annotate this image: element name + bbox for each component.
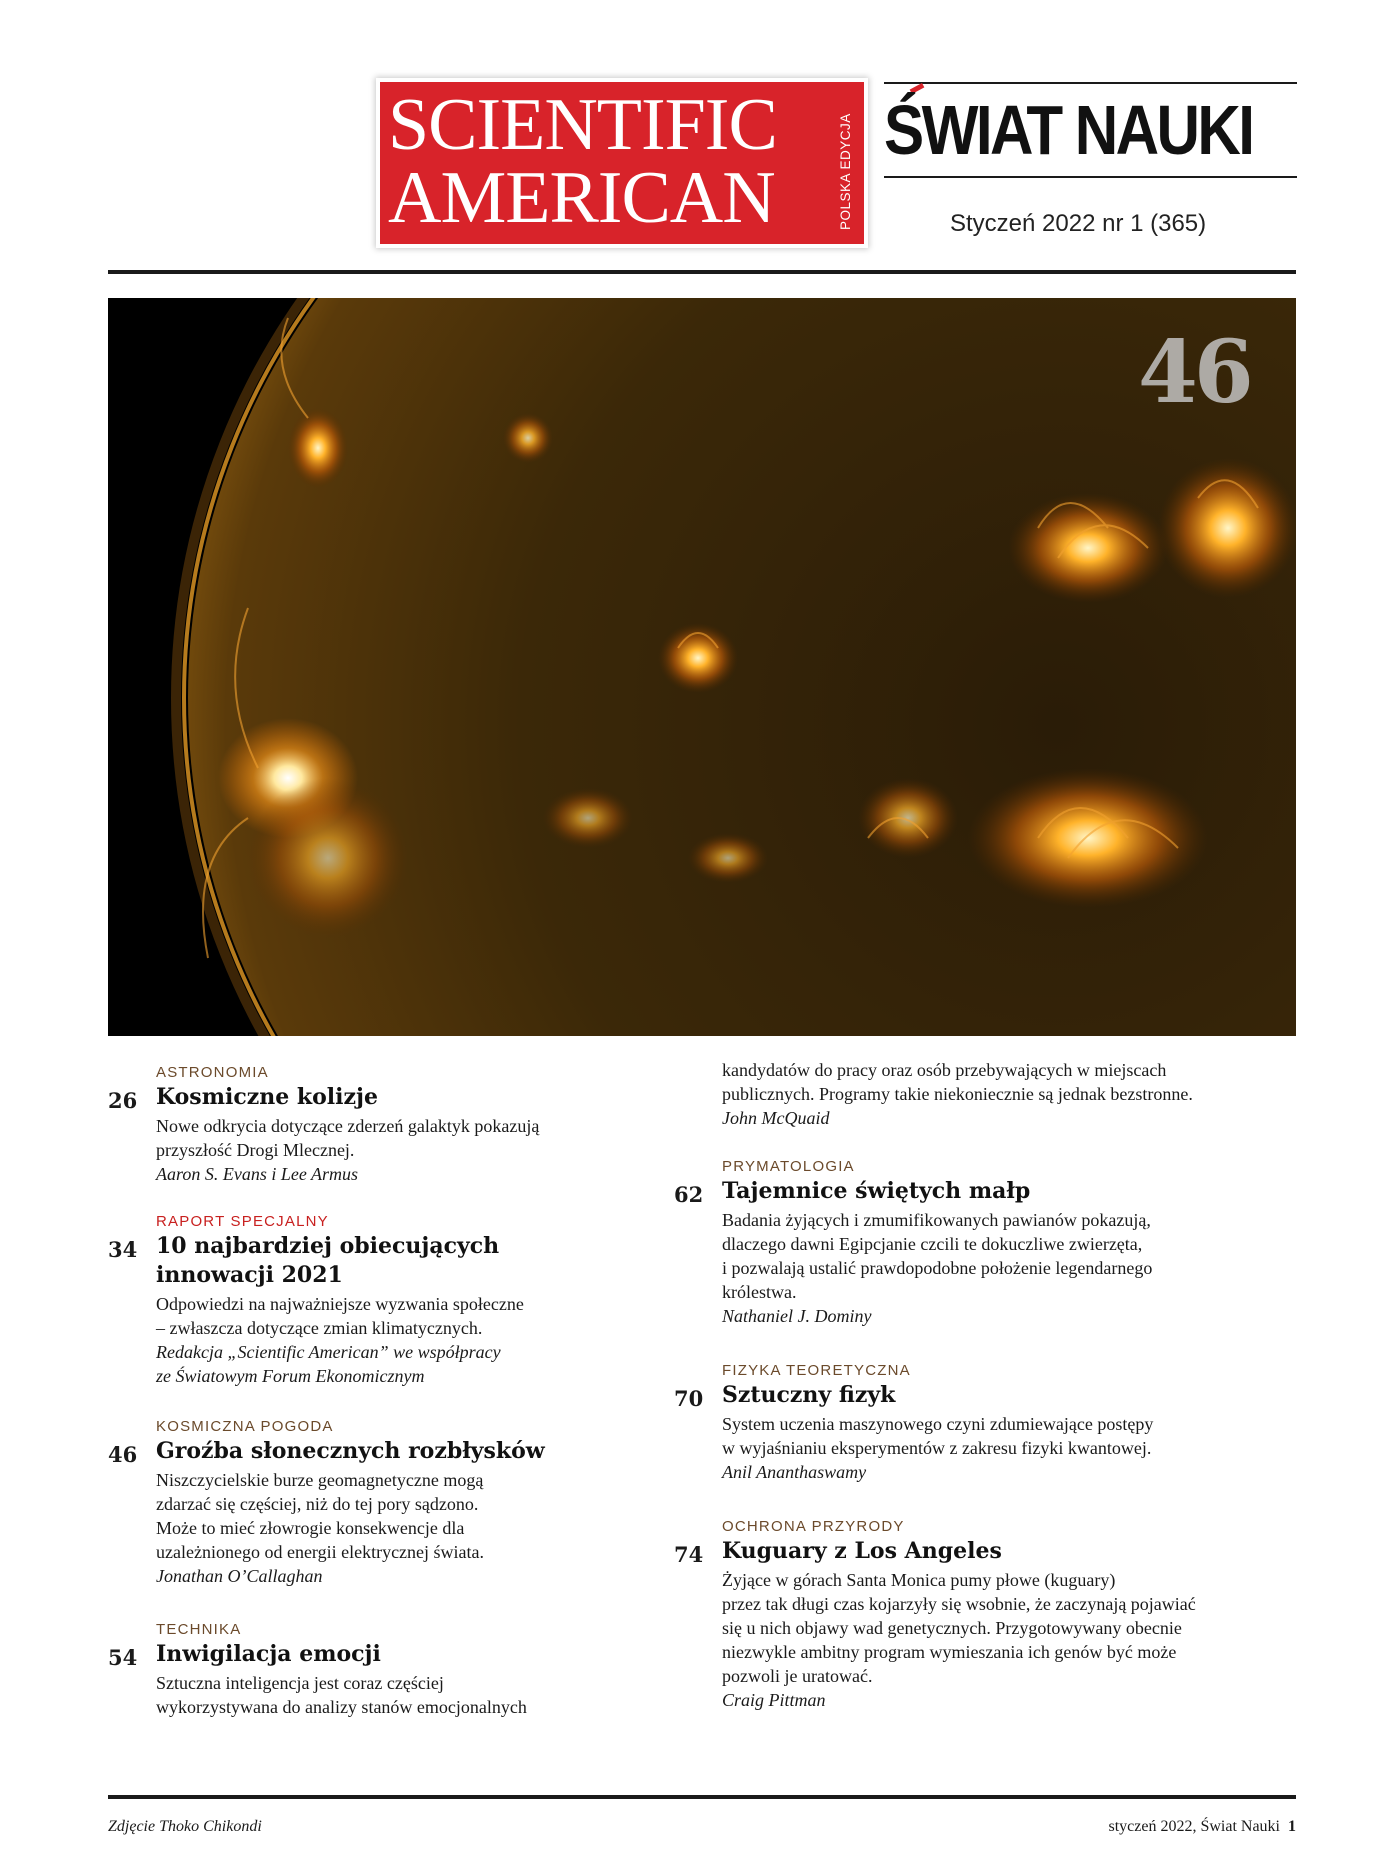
desc-line: Żyjące w górach Santa Monica pumy płowe (kuguary) (722, 1570, 1116, 1590)
desc-line: i pozwalają ustalić prawdopodobne położenie legendarnego (722, 1258, 1153, 1278)
toc-author: John McQuaid (722, 1108, 830, 1128)
logo-edition: POLSKA EDYCJA (838, 113, 853, 230)
logo-line-2: AMERICAN (388, 157, 775, 239)
toc-category: KOSMICZNA POGODA (156, 1418, 334, 1435)
toc-title[interactable]: Kosmiczne kolizje (156, 1084, 378, 1110)
toc-author: Jonathan O’Callaghan (156, 1566, 323, 1586)
toc-description (722, 1568, 1300, 1688)
toc-entry-technika[interactable] (108, 1621, 668, 1719)
desc-line: Badania żyjących i zmumifikowanych pawianów pokazują, (722, 1210, 1151, 1230)
desc-line: Sztuczna inteligencja jest coraz częściej (156, 1673, 444, 1693)
toc-entry-kosmiczna-pogoda[interactable] (108, 1418, 668, 1588)
desc-line: się u nich objawy wad genetycznych. Przygotowywany obecnie (722, 1618, 1182, 1638)
toc-page-number: 46 (108, 1442, 138, 1467)
header-divider (108, 270, 1296, 274)
toc-description (156, 1468, 668, 1564)
masthead-rule-bottom (884, 176, 1297, 178)
desc-line: – zwłaszcza dotyczące zmian klimatycznych. (156, 1318, 483, 1338)
desc-line: Niszczycielskie burze geomagnetyczne mogą (156, 1470, 484, 1490)
toc-page-number: 62 (674, 1182, 704, 1207)
toc-title[interactable]: Kuguary z Los Angeles (722, 1538, 1002, 1564)
desc-line: wykorzystywana do analizy stanów emocjonalnych (156, 1697, 527, 1717)
toc-entry-astronomia[interactable] (108, 1064, 668, 1186)
desc-line: zdarzać się częściej, niż do tej pory sądzono. (156, 1494, 479, 1514)
toc-category: ASTRONOMIA (156, 1064, 269, 1081)
masthead-title: ŚWIAT NAUKI (884, 91, 1253, 169)
toc-title[interactable]: Groźba słonecznych rozbłysków (156, 1438, 545, 1464)
toc-category: OCHRONA PRZYRODY (722, 1518, 905, 1535)
toc-description (722, 1208, 1300, 1304)
toc-page-number: 26 (108, 1088, 138, 1113)
folio (1108, 1818, 1296, 1836)
footer-divider (108, 1795, 1296, 1799)
page-number: 1 (1288, 1818, 1296, 1835)
toc-entry-fizyka[interactable] (674, 1362, 1300, 1484)
toc-category: FIZYKA TEORETYCZNA (722, 1362, 911, 1379)
logo-line-1: SCIENTIFIC (388, 84, 777, 166)
toc-category: TECHNIKA (156, 1621, 242, 1638)
desc-line: w wyjaśnianiu eksperymentów z zakresu fizyki kwantowej. (722, 1438, 1152, 1458)
toc-description (722, 1058, 1302, 1106)
desc-line: przyszłość Drogi Mlecznej. (156, 1140, 355, 1160)
scientific-american-logo (380, 82, 864, 244)
desc-line: System uczenia maszynowego czyni zdumiewające postępy (722, 1414, 1154, 1434)
desc-line: kandydatów do pracy oraz osób przebywających w miejscach (722, 1060, 1167, 1080)
toc-title[interactable]: Tajemnice świętych małp (722, 1178, 1031, 1204)
toc-description (156, 1292, 668, 1340)
desc-line: Nowe odkrycia dotyczące zderzeń galaktyk pokazują (156, 1116, 540, 1136)
photo-credit: Zdjęcie Thoko Chikondi (108, 1818, 262, 1835)
toc-author (156, 1340, 668, 1388)
toc-title[interactable]: Inwigilacja emocji (156, 1641, 381, 1667)
toc-page-number: 54 (108, 1645, 138, 1670)
title-line: 10 najbardziej obiecujących (156, 1233, 500, 1259)
desc-line: Odpowiedzi na najważniejsze wyzwania społeczne (156, 1294, 524, 1314)
desc-line: dlaczego dawni Egipcjanie czcili te dokuczliwe zwierzęta, (722, 1234, 1143, 1254)
toc-title[interactable]: Sztuczny fizyk (722, 1382, 896, 1408)
title-line: innowacji 2021 (156, 1262, 343, 1288)
toc-author: Nathaniel J. Dominy (722, 1306, 872, 1326)
author-line: Redakcja „Scientific American” we współpracy (156, 1342, 501, 1362)
toc-description (156, 1114, 668, 1162)
desc-line: królestwa. (722, 1282, 797, 1302)
author-line: ze Światowym Forum Ekonomicznym (156, 1366, 425, 1386)
desc-line: uzależnionego od energii elektrycznej świata. (156, 1542, 485, 1562)
masthead-rule-top (884, 82, 1297, 84)
toc-continuation (722, 1058, 1302, 1130)
desc-line: pozwoli je uratować. (722, 1666, 873, 1686)
toc-category: PRYMATOLOGIA (722, 1158, 855, 1175)
toc-description (156, 1671, 668, 1719)
desc-line: przez tak długi czas kojarzyły się wsobnie, że zaczynają pojawiać (722, 1594, 1196, 1614)
toc-description (722, 1412, 1300, 1460)
toc-author: Aaron S. Evans i Lee Armus (156, 1164, 358, 1184)
issue-date: Styczeń 2022 nr 1 (365) (950, 210, 1207, 237)
toc-entry-ochrona-przyrody[interactable] (674, 1518, 1300, 1712)
toc-page-number: 74 (674, 1542, 704, 1567)
toc-author: Craig Pittman (722, 1690, 826, 1710)
sun-photo (108, 298, 1296, 1036)
desc-line: Może to mieć złowrogie konsekwencje dla (156, 1518, 465, 1538)
toc-page-number: 70 (674, 1386, 704, 1411)
toc-title[interactable] (156, 1232, 668, 1290)
folio-text: styczeń 2022, Świat Nauki (1108, 1818, 1280, 1835)
desc-line: niezwykle ambitny program wymieszania ich genów być może (722, 1642, 1177, 1662)
cover-page-reference: 46 (1138, 322, 1250, 423)
toc-author: Anil Ananthaswamy (722, 1462, 867, 1482)
toc-category: RAPORT SPECJALNY (156, 1213, 329, 1230)
toc-page-number: 34 (108, 1237, 138, 1262)
toc-entry-raport[interactable] (108, 1213, 668, 1388)
toc-entry-prymatologia[interactable] (674, 1158, 1300, 1328)
desc-line: publicznych. Programy takie niekoniecznie są jednak bezstronne. (722, 1084, 1193, 1104)
